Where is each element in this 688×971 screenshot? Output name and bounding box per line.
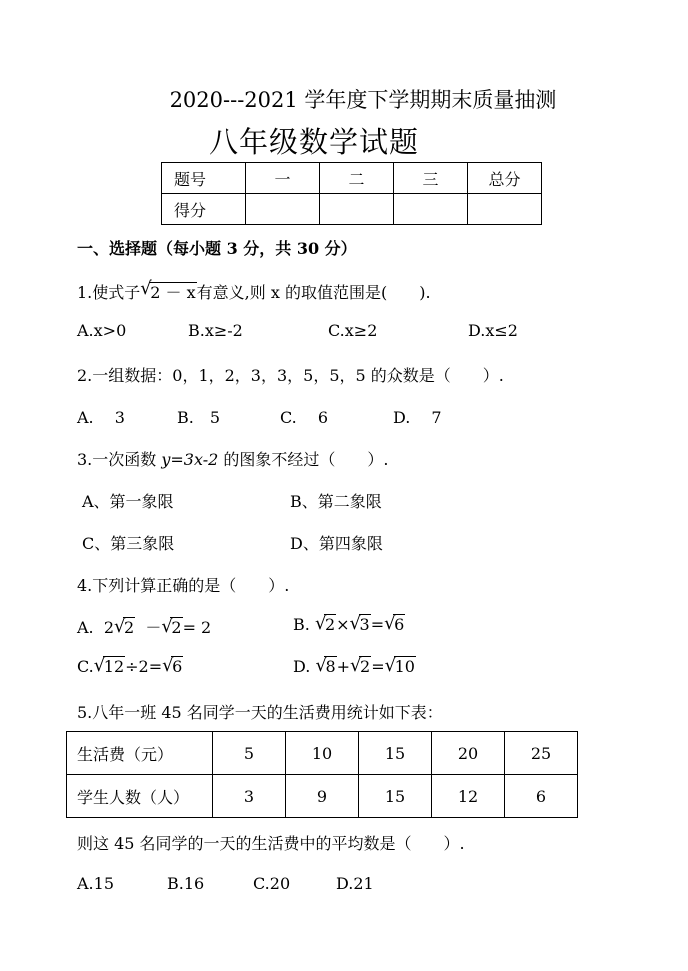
option: A.x>0 xyxy=(77,321,127,340)
table-cell: 15 xyxy=(359,775,432,818)
result: = 2 xyxy=(182,618,212,637)
score-table-header-row xyxy=(162,163,542,194)
score-blank-cell xyxy=(468,194,542,225)
table-cell: 6 xyxy=(505,775,578,818)
question-5-prompt: 则这 45 名同学的一天的生活费中的平均数是（ ）. xyxy=(77,834,465,853)
option: D、第四象限 xyxy=(290,534,383,553)
sqrt-expression: √ 3 xyxy=(349,613,370,634)
question-2: 2.一组数据：0，1，2，3，3，5，5，5 的众数是（ ）. xyxy=(77,366,504,385)
score-table xyxy=(161,162,542,225)
option-b xyxy=(293,615,405,634)
sqrt-expression: √ 2 xyxy=(114,616,135,637)
sqrt-expression: √ 10 xyxy=(384,655,415,676)
sqrt-expression: √ 6 xyxy=(162,655,183,676)
operator: ÷2= xyxy=(125,657,163,676)
operator: = xyxy=(371,657,385,676)
radicand: 3 xyxy=(359,615,370,634)
option: A. 3 xyxy=(77,408,125,427)
sqrt-expression: √ 2 xyxy=(350,655,371,676)
option: A、第一象限 xyxy=(82,492,174,511)
operator: = xyxy=(370,615,385,634)
score-cell: 题号 xyxy=(162,163,246,194)
table-cell: 3 xyxy=(213,775,286,818)
option: D. 7 xyxy=(393,408,442,427)
option-label: C. xyxy=(77,657,94,676)
option: C. 6 xyxy=(280,408,329,427)
table-cell: 生活费（元） xyxy=(67,732,213,775)
sqrt-expression: √ 12 xyxy=(93,655,125,676)
option: B.x≥-2 xyxy=(188,321,243,340)
score-cell: 总分 xyxy=(468,163,542,194)
score-blank-cell xyxy=(320,194,394,225)
option: B.16 xyxy=(167,874,205,893)
radicand: 2 xyxy=(124,618,135,637)
table-cell: 12 xyxy=(432,775,505,818)
option-label: D. xyxy=(293,657,311,676)
option: C、第三象限 xyxy=(82,534,175,553)
question-4: 4.下列计算正确的是（ ）. xyxy=(77,576,290,595)
option: B、第二象限 xyxy=(290,492,382,511)
radicand: 2 － x xyxy=(150,283,196,302)
table-row xyxy=(67,732,578,775)
table-row xyxy=(67,775,578,818)
radicand: 2 xyxy=(324,615,336,634)
operator: － xyxy=(145,618,162,637)
question-text: 1.使式子 xyxy=(77,283,141,302)
radicand: 12 xyxy=(103,657,125,676)
radicand: 6 xyxy=(394,615,405,634)
option-c xyxy=(77,657,183,676)
operator: + xyxy=(336,657,351,676)
operator: × xyxy=(336,615,350,634)
question-text: 的图象不经过（ ）. xyxy=(218,450,389,469)
radicand: 2 xyxy=(360,657,371,676)
function-expression: y=3x-2 xyxy=(161,450,219,469)
sqrt-expression: √ 2 xyxy=(161,616,182,637)
table-cell: 25 xyxy=(505,732,578,775)
table-cell: 学生人数（人） xyxy=(67,775,213,818)
table-cell: 10 xyxy=(286,732,359,775)
exam-subtitle: 2020---2021 学年度下学期期末质量抽测 xyxy=(169,88,557,112)
radicand: 6 xyxy=(172,657,183,676)
table-cell: 9 xyxy=(286,775,359,818)
radicand: 8 xyxy=(325,657,336,676)
sqrt-expression: √ 6 xyxy=(384,613,405,634)
question-text: 有意义,则 x 的取值范围是( ). xyxy=(196,283,431,302)
question-text: 3.一次函数 xyxy=(77,450,162,469)
option: D.21 xyxy=(336,874,374,893)
score-cell: 得分 xyxy=(162,194,246,225)
score-blank-cell xyxy=(246,194,320,225)
score-blank-cell xyxy=(394,194,468,225)
expense-table xyxy=(66,731,578,818)
radicand: 10 xyxy=(394,657,415,676)
option-label: B. xyxy=(293,615,310,634)
score-cell: 二 xyxy=(320,163,394,194)
sqrt-expression: √ 2 xyxy=(314,613,336,634)
question-5: 5.八年一班 45 名同学一天的生活费用统计如下表： xyxy=(77,703,443,722)
question-1 xyxy=(77,280,431,303)
radicand: 2 xyxy=(171,618,182,637)
score-cell: 三 xyxy=(394,163,468,194)
option: C.x≥2 xyxy=(328,321,378,340)
score-cell: 一 xyxy=(246,163,320,194)
option-d xyxy=(293,657,416,676)
option-label: A. xyxy=(77,618,94,637)
option-a xyxy=(77,615,211,638)
table-cell: 20 xyxy=(432,732,505,775)
score-table-score-row xyxy=(162,194,542,225)
coefficient: 2 xyxy=(103,618,114,637)
option: D.x≤2 xyxy=(468,321,518,340)
option: B. 5 xyxy=(177,408,221,427)
table-cell: 5 xyxy=(213,732,286,775)
exam-title: 八年级数学试题 xyxy=(208,125,419,159)
section-heading: 一、选择题（每小题 3 分，共 30 分） xyxy=(77,239,357,258)
question-3 xyxy=(77,447,389,470)
sqrt-expression: √ 8 xyxy=(315,655,336,676)
option: A.15 xyxy=(77,874,114,893)
option: C.20 xyxy=(253,874,291,893)
sqrt-expression: √ 2 － x xyxy=(140,278,196,302)
table-cell: 15 xyxy=(359,732,432,775)
